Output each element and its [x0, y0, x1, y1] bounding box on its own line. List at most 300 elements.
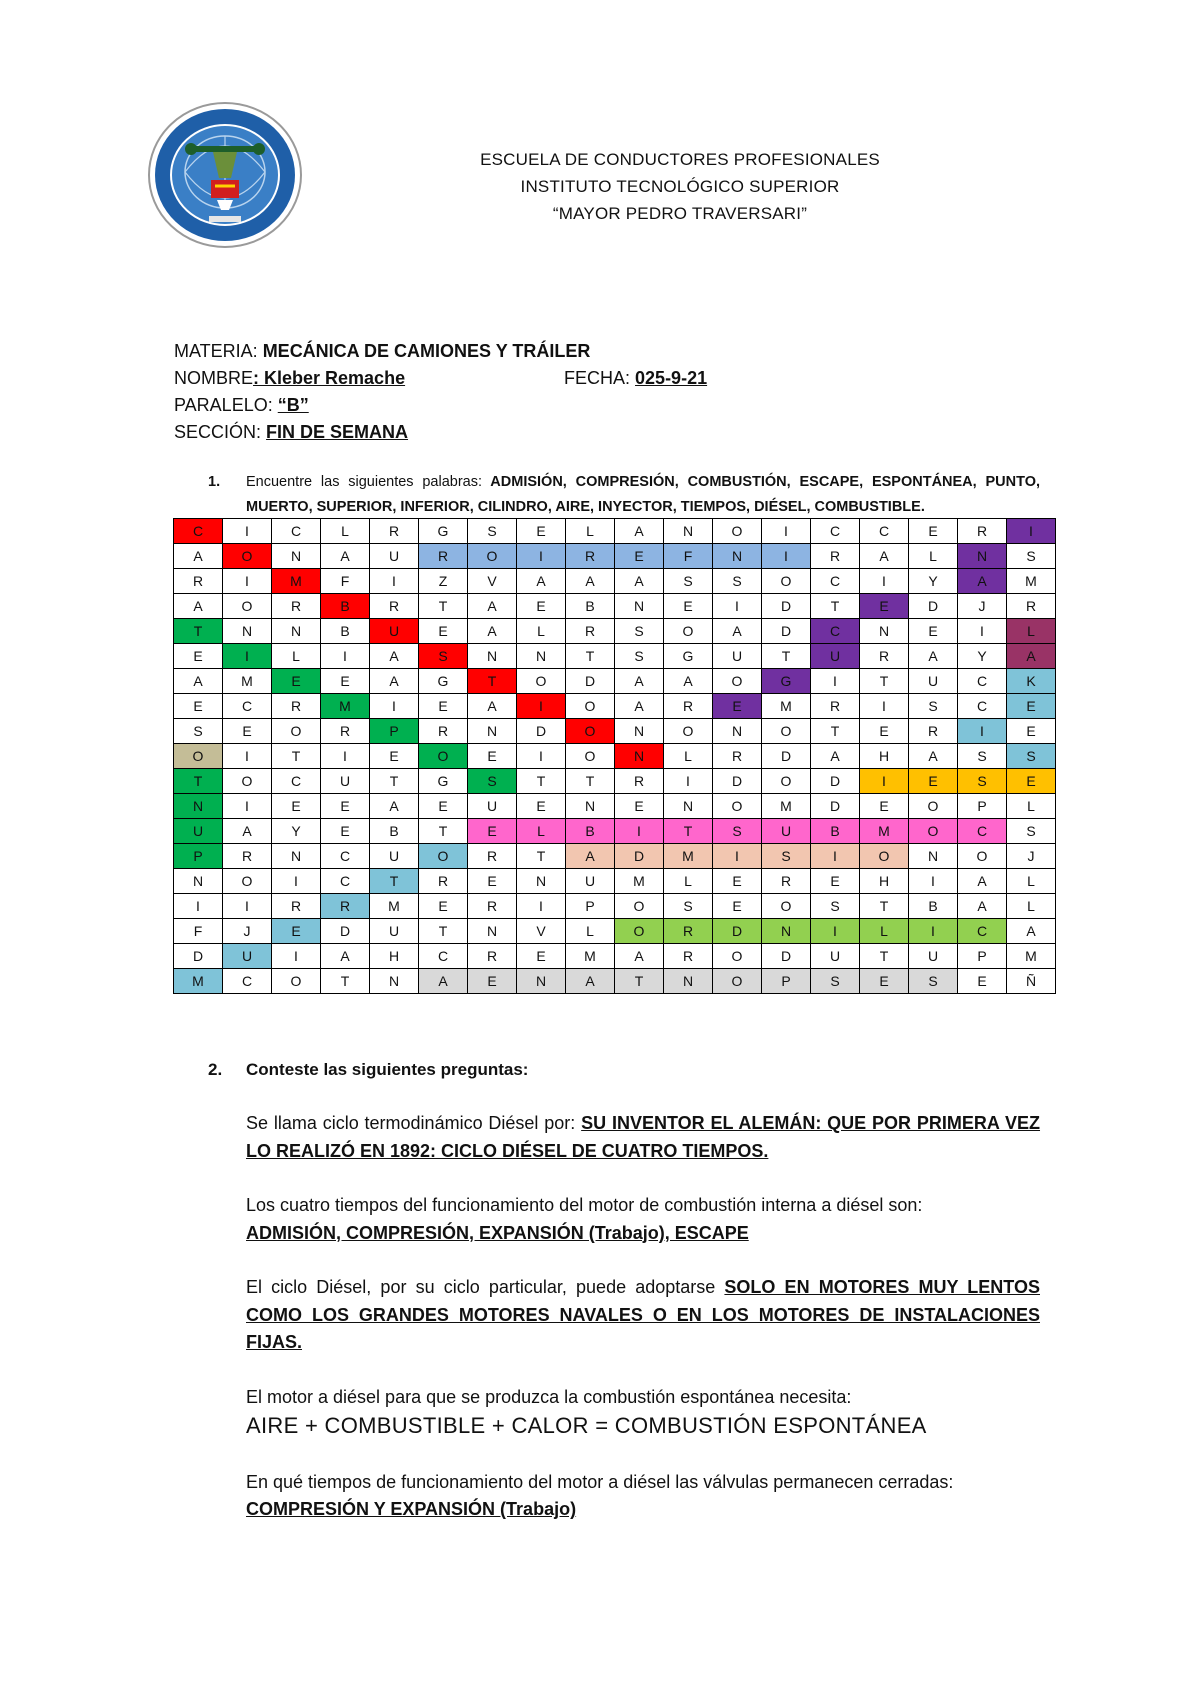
- grid-cell: D: [713, 919, 762, 944]
- grid-cell: Ñ: [1007, 969, 1056, 994]
- grid-cell: N: [468, 719, 517, 744]
- grid-cell: A: [174, 544, 223, 569]
- grid-cell: E: [909, 619, 958, 644]
- grid-cell: I: [272, 944, 321, 969]
- grid-cell: I: [811, 844, 860, 869]
- grid-cell: I: [223, 569, 272, 594]
- grid-cell: U: [811, 944, 860, 969]
- grid-cell: U: [811, 644, 860, 669]
- grid-cell: S: [1007, 544, 1056, 569]
- grid-cell: M: [615, 869, 664, 894]
- grid-cell: S: [468, 519, 517, 544]
- grid-cell: B: [909, 894, 958, 919]
- grid-cell: E: [909, 769, 958, 794]
- grid-cell: D: [321, 919, 370, 944]
- grid-cell: A: [370, 794, 419, 819]
- grid-cell: U: [909, 669, 958, 694]
- grid-cell: M: [370, 894, 419, 919]
- grid-cell: R: [272, 594, 321, 619]
- grid-cell: D: [811, 769, 860, 794]
- grid-cell: E: [713, 869, 762, 894]
- grid-cell: M: [321, 694, 370, 719]
- question-c-text: El ciclo Diésel, por su ciclo particular, puede adoptarse: [246, 1277, 716, 1297]
- grid-cell: S: [811, 969, 860, 994]
- grid-cell: N: [174, 869, 223, 894]
- grid-cell: R: [419, 869, 468, 894]
- grid-cell: E: [1007, 769, 1056, 794]
- nombre-value: : Kleber Remache: [253, 368, 406, 388]
- grid-cell: A: [566, 844, 615, 869]
- grid-cell: G: [664, 644, 713, 669]
- grid-row: [174, 619, 1056, 644]
- answer-d: [246, 1384, 1040, 1442]
- grid-cell: N: [860, 619, 909, 644]
- grid-cell: O: [713, 944, 762, 969]
- grid-cell: C: [958, 819, 1007, 844]
- grid-cell: R: [958, 519, 1007, 544]
- grid-cell: O: [713, 519, 762, 544]
- grid-cell: R: [1007, 594, 1056, 619]
- grid-cell: I: [321, 644, 370, 669]
- answers-block: [246, 1110, 1040, 1524]
- grid-cell: L: [909, 544, 958, 569]
- grid-cell: H: [370, 944, 419, 969]
- seccion-value: FIN DE SEMANA: [266, 422, 409, 442]
- grid-cell: A: [468, 694, 517, 719]
- grid-cell: M: [272, 569, 321, 594]
- grid-cell: E: [321, 819, 370, 844]
- grid-row: [174, 794, 1056, 819]
- grid-cell: M: [1007, 569, 1056, 594]
- grid-cell: C: [860, 519, 909, 544]
- grid-cell: O: [223, 544, 272, 569]
- answer-e-text: COMPRESIÓN Y EXPANSIÓN (Trabajo): [246, 1499, 577, 1519]
- grid-cell: A: [1007, 644, 1056, 669]
- answer-d-text: AIRE + COMBUSTIBLE + CALOR = COMBUSTIÓN ESPONTÁNEA: [246, 1413, 927, 1438]
- grid-cell: B: [321, 594, 370, 619]
- grid-cell: N: [223, 619, 272, 644]
- grid-cell: Z: [419, 569, 468, 594]
- grid-cell: N: [664, 794, 713, 819]
- grid-row: [174, 744, 1056, 769]
- grid-cell: N: [762, 919, 811, 944]
- grid-cell: I: [860, 769, 909, 794]
- grid-cell: E: [909, 519, 958, 544]
- answer-c: [246, 1274, 1040, 1357]
- grid-row: [174, 844, 1056, 869]
- grid-cell: S: [419, 644, 468, 669]
- grid-cell: I: [860, 694, 909, 719]
- question-2-number: 2.: [208, 1060, 223, 1079]
- seccion-row: [174, 419, 590, 446]
- school-seal-icon: [145, 100, 305, 250]
- materia-label: MATERIA:: [174, 341, 258, 361]
- grid-row: [174, 969, 1056, 994]
- grid-cell: I: [762, 544, 811, 569]
- grid-cell: F: [664, 544, 713, 569]
- grid-cell: D: [713, 769, 762, 794]
- grid-cell: A: [370, 669, 419, 694]
- grid-cell: D: [762, 594, 811, 619]
- grid-cell: T: [321, 969, 370, 994]
- grid-cell: V: [517, 919, 566, 944]
- grid-cell: T: [370, 869, 419, 894]
- grid-cell: U: [370, 919, 419, 944]
- grid-cell: I: [1007, 519, 1056, 544]
- grid-cell: R: [468, 844, 517, 869]
- grid-cell: E: [223, 719, 272, 744]
- grid-cell: R: [664, 944, 713, 969]
- question-b-text: Los cuatro tiempos del funcionamiento del motor de combustión interna a diésel son:: [246, 1195, 923, 1215]
- grid-row: [174, 594, 1056, 619]
- grid-cell: A: [615, 669, 664, 694]
- grid-cell: S: [615, 644, 664, 669]
- grid-cell: E: [272, 919, 321, 944]
- grid-cell: G: [762, 669, 811, 694]
- grid-cell: N: [468, 919, 517, 944]
- grid-cell: M: [664, 844, 713, 869]
- grid-cell: R: [419, 719, 468, 744]
- grid-cell: L: [1007, 894, 1056, 919]
- grid-row: [174, 894, 1056, 919]
- grid-cell: O: [615, 894, 664, 919]
- grid-cell: E: [860, 794, 909, 819]
- grid-cell: T: [860, 894, 909, 919]
- grid-cell: T: [174, 769, 223, 794]
- grid-cell: D: [811, 794, 860, 819]
- grid-cell: R: [468, 944, 517, 969]
- grid-cell: O: [909, 819, 958, 844]
- grid-cell: S: [762, 844, 811, 869]
- grid-cell: A: [615, 944, 664, 969]
- question-d-text: El motor a diésel para que se produzca la combustión espontánea necesita:: [246, 1386, 852, 1407]
- grid-cell: L: [1007, 869, 1056, 894]
- grid-cell: A: [909, 744, 958, 769]
- grid-cell: O: [566, 744, 615, 769]
- grid-cell: C: [958, 669, 1007, 694]
- question-2: [208, 1060, 1040, 1090]
- grid-cell: L: [1007, 794, 1056, 819]
- grid-row: [174, 944, 1056, 969]
- grid-cell: R: [174, 569, 223, 594]
- grid-cell: E: [615, 794, 664, 819]
- grid-cell: R: [272, 694, 321, 719]
- answer-b-text: ADMISIÓN, COMPRESIÓN, EXPANSIÓN (Trabajo), ESCAPE: [246, 1222, 749, 1243]
- grid-cell: C: [811, 619, 860, 644]
- grid-cell: S: [811, 894, 860, 919]
- grid-cell: S: [1007, 819, 1056, 844]
- grid-cell: R: [713, 744, 762, 769]
- grid-cell: C: [272, 519, 321, 544]
- grid-row: [174, 769, 1056, 794]
- grid-cell: R: [762, 869, 811, 894]
- grid-cell: E: [1007, 719, 1056, 744]
- grid-cell: L: [860, 919, 909, 944]
- answer-e: [246, 1469, 1040, 1524]
- nombre-label: NOMBRE: [174, 368, 254, 388]
- grid-cell: O: [860, 844, 909, 869]
- grid-cell: R: [860, 644, 909, 669]
- grid-cell: O: [762, 769, 811, 794]
- grid-cell: P: [370, 719, 419, 744]
- grid-cell: O: [909, 794, 958, 819]
- grid-cell: E: [272, 669, 321, 694]
- grid-cell: T: [174, 619, 223, 644]
- grid-cell: I: [223, 894, 272, 919]
- answer-b: [246, 1192, 1040, 1247]
- question-1: [208, 470, 1040, 520]
- grid-cell: R: [566, 619, 615, 644]
- fecha-field: [564, 365, 707, 392]
- grid-cell: L: [664, 744, 713, 769]
- grid-cell: Y: [909, 569, 958, 594]
- grid-cell: P: [174, 844, 223, 869]
- grid-row: [174, 819, 1056, 844]
- fecha-value: 025-9-21: [635, 368, 708, 388]
- grid-row: [174, 644, 1056, 669]
- grid-cell: R: [615, 769, 664, 794]
- grid-cell: E: [860, 594, 909, 619]
- grid-row: [174, 869, 1056, 894]
- grid-cell: Y: [272, 819, 321, 844]
- grid-cell: A: [223, 819, 272, 844]
- grid-cell: A: [468, 594, 517, 619]
- grid-cell: E: [468, 969, 517, 994]
- grid-cell: R: [909, 719, 958, 744]
- grid-cell: C: [223, 694, 272, 719]
- grid-cell: I: [762, 519, 811, 544]
- grid-cell: M: [860, 819, 909, 844]
- grid-cell: A: [713, 619, 762, 644]
- grid-cell: A: [1007, 919, 1056, 944]
- grid-cell: I: [370, 569, 419, 594]
- grid-cell: L: [272, 644, 321, 669]
- student-info: [174, 338, 708, 446]
- grid-cell: O: [566, 694, 615, 719]
- paralelo-value: “B”: [277, 395, 309, 415]
- grid-cell: B: [370, 819, 419, 844]
- grid-cell: E: [1007, 694, 1056, 719]
- grid-cell: T: [615, 969, 664, 994]
- grid-cell: S: [958, 744, 1007, 769]
- grid-cell: D: [762, 744, 811, 769]
- grid-cell: N: [517, 869, 566, 894]
- grid-cell: E: [419, 794, 468, 819]
- grid-cell: I: [713, 594, 762, 619]
- grid-cell: T: [566, 769, 615, 794]
- grid-cell: A: [174, 594, 223, 619]
- grid-cell: O: [272, 969, 321, 994]
- grid-cell: I: [517, 544, 566, 569]
- grid-cell: O: [958, 844, 1007, 869]
- grid-cell: C: [174, 519, 223, 544]
- grid-cell: E: [321, 794, 370, 819]
- grid-cell: I: [272, 869, 321, 894]
- grid-cell: A: [664, 669, 713, 694]
- grid-cell: A: [321, 944, 370, 969]
- grid-cell: R: [370, 519, 419, 544]
- grid-cell: E: [517, 594, 566, 619]
- grid-cell: E: [468, 744, 517, 769]
- grid-cell: T: [762, 644, 811, 669]
- grid-cell: R: [370, 594, 419, 619]
- grid-cell: M: [1007, 944, 1056, 969]
- grid-cell: N: [615, 719, 664, 744]
- grid-row: [174, 919, 1056, 944]
- grid-cell: T: [517, 844, 566, 869]
- grid-cell: O: [223, 869, 272, 894]
- paralelo-row: [174, 392, 590, 419]
- grid-cell: E: [517, 519, 566, 544]
- grid-cell: A: [566, 969, 615, 994]
- grid-cell: F: [174, 919, 223, 944]
- grid-cell: O: [566, 719, 615, 744]
- grid-cell: J: [223, 919, 272, 944]
- grid-cell: U: [566, 869, 615, 894]
- grid-cell: P: [762, 969, 811, 994]
- word-search-grid: [173, 518, 1056, 994]
- grid-cell: J: [1007, 844, 1056, 869]
- grid-cell: A: [860, 544, 909, 569]
- grid-row: [174, 669, 1056, 694]
- grid-cell: O: [468, 544, 517, 569]
- grid-cell: N: [713, 544, 762, 569]
- grid-cell: O: [223, 769, 272, 794]
- grid-cell: I: [958, 619, 1007, 644]
- grid-cell: I: [517, 894, 566, 919]
- grid-cell: A: [615, 569, 664, 594]
- grid-cell: A: [174, 669, 223, 694]
- grid-cell: A: [958, 894, 1007, 919]
- grid-cell: O: [762, 894, 811, 919]
- grid-cell: O: [713, 794, 762, 819]
- grid-cell: O: [419, 844, 468, 869]
- fecha-label: FECHA:: [564, 368, 631, 388]
- grid-cell: R: [321, 719, 370, 744]
- grid-cell: T: [664, 819, 713, 844]
- grid-cell: E: [517, 944, 566, 969]
- grid-cell: E: [468, 819, 517, 844]
- header-line-3: “MAYOR PEDRO TRAVERSARI”: [552, 204, 808, 223]
- grid-cell: O: [664, 719, 713, 744]
- grid-cell: L: [1007, 619, 1056, 644]
- grid-cell: U: [370, 619, 419, 644]
- grid-cell: E: [664, 594, 713, 619]
- grid-cell: I: [321, 744, 370, 769]
- grid-cell: T: [517, 769, 566, 794]
- grid-cell: N: [272, 544, 321, 569]
- grid-cell: E: [860, 969, 909, 994]
- grid-cell: A: [958, 569, 1007, 594]
- grid-cell: U: [909, 944, 958, 969]
- question-e-text: En qué tiempos de funcionamiento del motor a diésel las válvulas permanecen cerradas:: [246, 1471, 954, 1492]
- question-1-intro: Encuentre las siguientes palabras:: [246, 474, 483, 490]
- grid-cell: A: [811, 744, 860, 769]
- grid-cell: I: [664, 769, 713, 794]
- grid-cell: D: [174, 944, 223, 969]
- grid-cell: C: [321, 844, 370, 869]
- grid-cell: E: [468, 869, 517, 894]
- grid-cell: E: [958, 969, 1007, 994]
- grid-cell: C: [958, 919, 1007, 944]
- question-a-text: Se llama ciclo termodinámico Diésel por:: [246, 1113, 576, 1133]
- grid-cell: A: [370, 644, 419, 669]
- grid-cell: L: [664, 869, 713, 894]
- grid-cell: I: [811, 919, 860, 944]
- grid-cell: U: [370, 844, 419, 869]
- grid-cell: N: [468, 644, 517, 669]
- question-1-words: ADMISIÓN, COMPRESIÓN, COMBUSTIÓN, ESCAPE, ESPONTÁNEA, PUNTO, MUERTO, SUPERIOR, INFERIOR, CILINDRO, AIRE, INYECTOR, TIEMPOS, DIÉSEL, COMBUSTIBLE.: [246, 474, 1041, 515]
- grid-cell: E: [321, 669, 370, 694]
- grid-cell: N: [370, 969, 419, 994]
- grid-cell: T: [419, 819, 468, 844]
- grid-cell: P: [958, 794, 1007, 819]
- grid-cell: L: [566, 919, 615, 944]
- grid-cell: R: [419, 544, 468, 569]
- grid-cell: T: [419, 594, 468, 619]
- grid-cell: N: [713, 719, 762, 744]
- grid-cell: C: [811, 519, 860, 544]
- grid-cell: T: [811, 594, 860, 619]
- grid-cell: Y: [958, 644, 1007, 669]
- grid-cell: C: [419, 944, 468, 969]
- grid-row: [174, 694, 1056, 719]
- grid-cell: I: [223, 644, 272, 669]
- grid-cell: B: [321, 619, 370, 644]
- grid-cell: T: [566, 644, 615, 669]
- grid-cell: T: [272, 744, 321, 769]
- header-line-1: ESCUELA DE CONDUCTORES PROFESIONALES: [480, 150, 880, 169]
- grid-cell: H: [860, 869, 909, 894]
- grid-cell: L: [517, 819, 566, 844]
- grid-cell: O: [664, 619, 713, 644]
- grid-cell: I: [615, 819, 664, 844]
- grid-cell: I: [909, 919, 958, 944]
- grid-cell: S: [909, 969, 958, 994]
- grid-cell: L: [517, 619, 566, 644]
- grid-cell: R: [468, 894, 517, 919]
- grid-cell: I: [958, 719, 1007, 744]
- grid-cell: O: [419, 744, 468, 769]
- grid-cell: J: [958, 594, 1007, 619]
- grid-cell: O: [615, 919, 664, 944]
- grid-cell: E: [713, 694, 762, 719]
- question-1-number: 1.: [208, 474, 221, 490]
- grid-cell: P: [566, 894, 615, 919]
- grid-cell: I: [713, 844, 762, 869]
- grid-cell: R: [811, 694, 860, 719]
- grid-cell: O: [272, 719, 321, 744]
- grid-cell: R: [664, 919, 713, 944]
- grid-cell: C: [223, 969, 272, 994]
- grid-cell: I: [860, 569, 909, 594]
- grid-cell: U: [223, 944, 272, 969]
- grid-cell: I: [223, 519, 272, 544]
- grid-row: [174, 569, 1056, 594]
- seccion-label: SECCIÓN:: [174, 422, 262, 442]
- grid-cell: I: [517, 694, 566, 719]
- grid-cell: T: [860, 944, 909, 969]
- question-2-title: Conteste las siguientes preguntas:: [246, 1060, 529, 1079]
- grid-cell: S: [958, 769, 1007, 794]
- grid-cell: G: [419, 519, 468, 544]
- word-search-body: [174, 519, 1056, 994]
- grid-cell: M: [762, 794, 811, 819]
- grid-cell: R: [272, 894, 321, 919]
- grid-cell: A: [615, 519, 664, 544]
- grid-cell: S: [174, 719, 223, 744]
- answer-a: [246, 1110, 1040, 1165]
